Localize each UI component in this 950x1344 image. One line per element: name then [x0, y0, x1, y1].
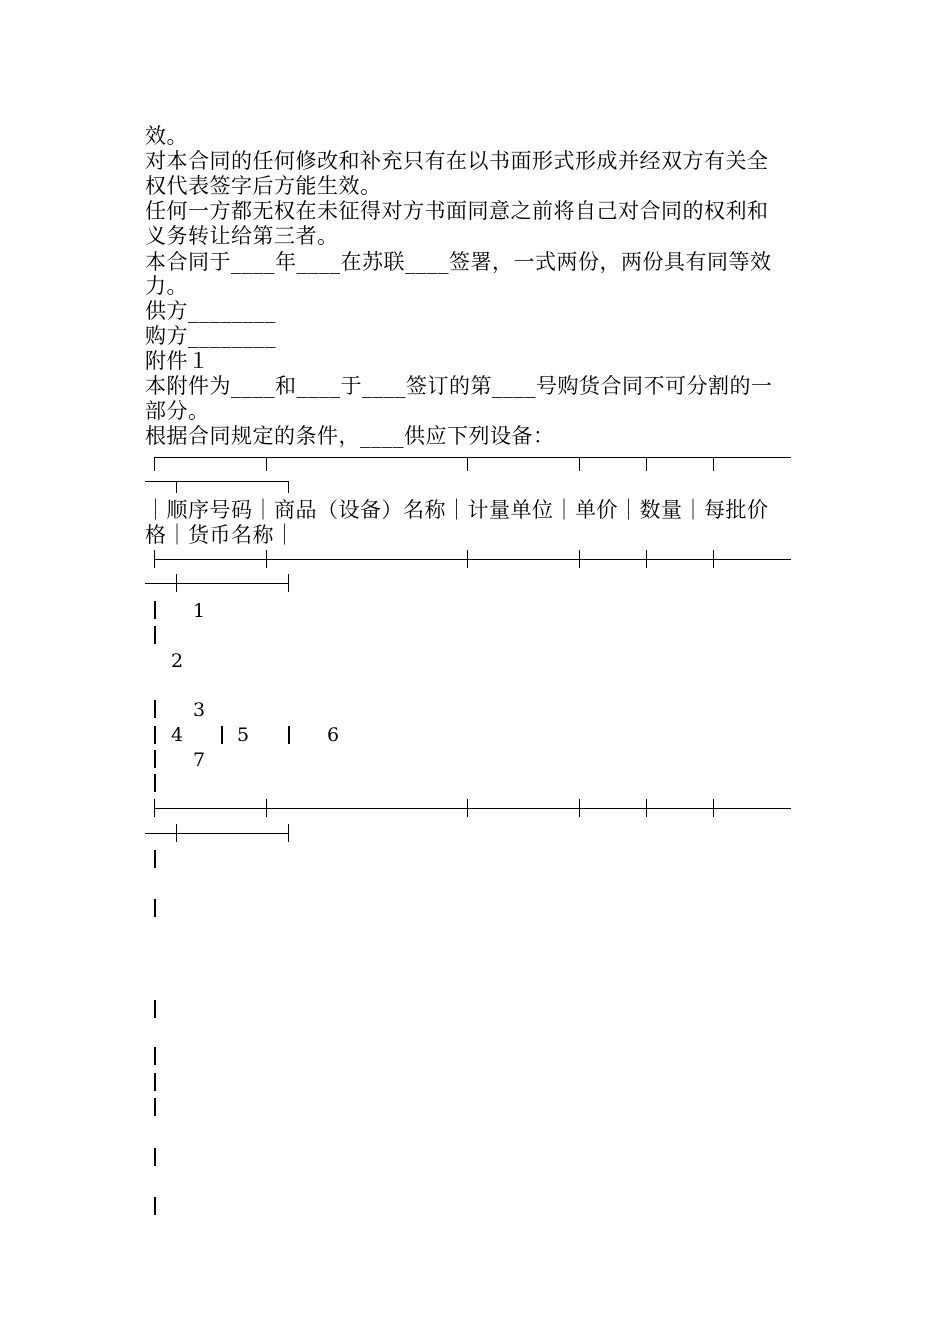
text-line: 效。 — [145, 124, 188, 148]
column-number: 5 — [237, 724, 250, 746]
text-line: 任何一方都无权在未征得对方书面同意之前将自己对合同的权利和 — [145, 199, 769, 223]
supplier-line: 供方________ — [145, 299, 276, 323]
column-number: 2 — [171, 650, 184, 672]
text-line: 本合同于____年____在苏联____签署，一式两份，两份具有同等效 — [145, 250, 772, 274]
column-number: 1 — [193, 600, 206, 622]
table-header-row-wrap: 格｜货币名称｜ — [145, 523, 296, 547]
buyer-line: 购方________ — [145, 324, 276, 348]
text-line: 权代表签字后方能生效。 — [145, 174, 382, 198]
attachment-title: 附件１ — [145, 349, 210, 373]
column-number: 7 — [193, 749, 206, 771]
column-number: 3 — [193, 699, 206, 721]
table-header-row: ｜顺序号码｜商品（设备）名称｜计量单位｜单价｜数量｜每批价 — [145, 498, 769, 522]
text-line: 根据合同规定的条件，____供应下列设备： — [145, 424, 555, 448]
text-line: 对本合同的任何修改和补充只有在以书面形式形成并经双方有关全 — [145, 149, 769, 173]
text-line: 义务转让给第三者。 — [145, 224, 339, 248]
text-line: 部分。 — [145, 399, 210, 423]
text-line: 本附件为____和____于____签订的第____号购货合同不可分割的一 — [145, 374, 773, 398]
text-line: 力。 — [145, 274, 188, 298]
column-number: 6 — [327, 724, 340, 746]
column-number: 4 — [171, 724, 184, 746]
